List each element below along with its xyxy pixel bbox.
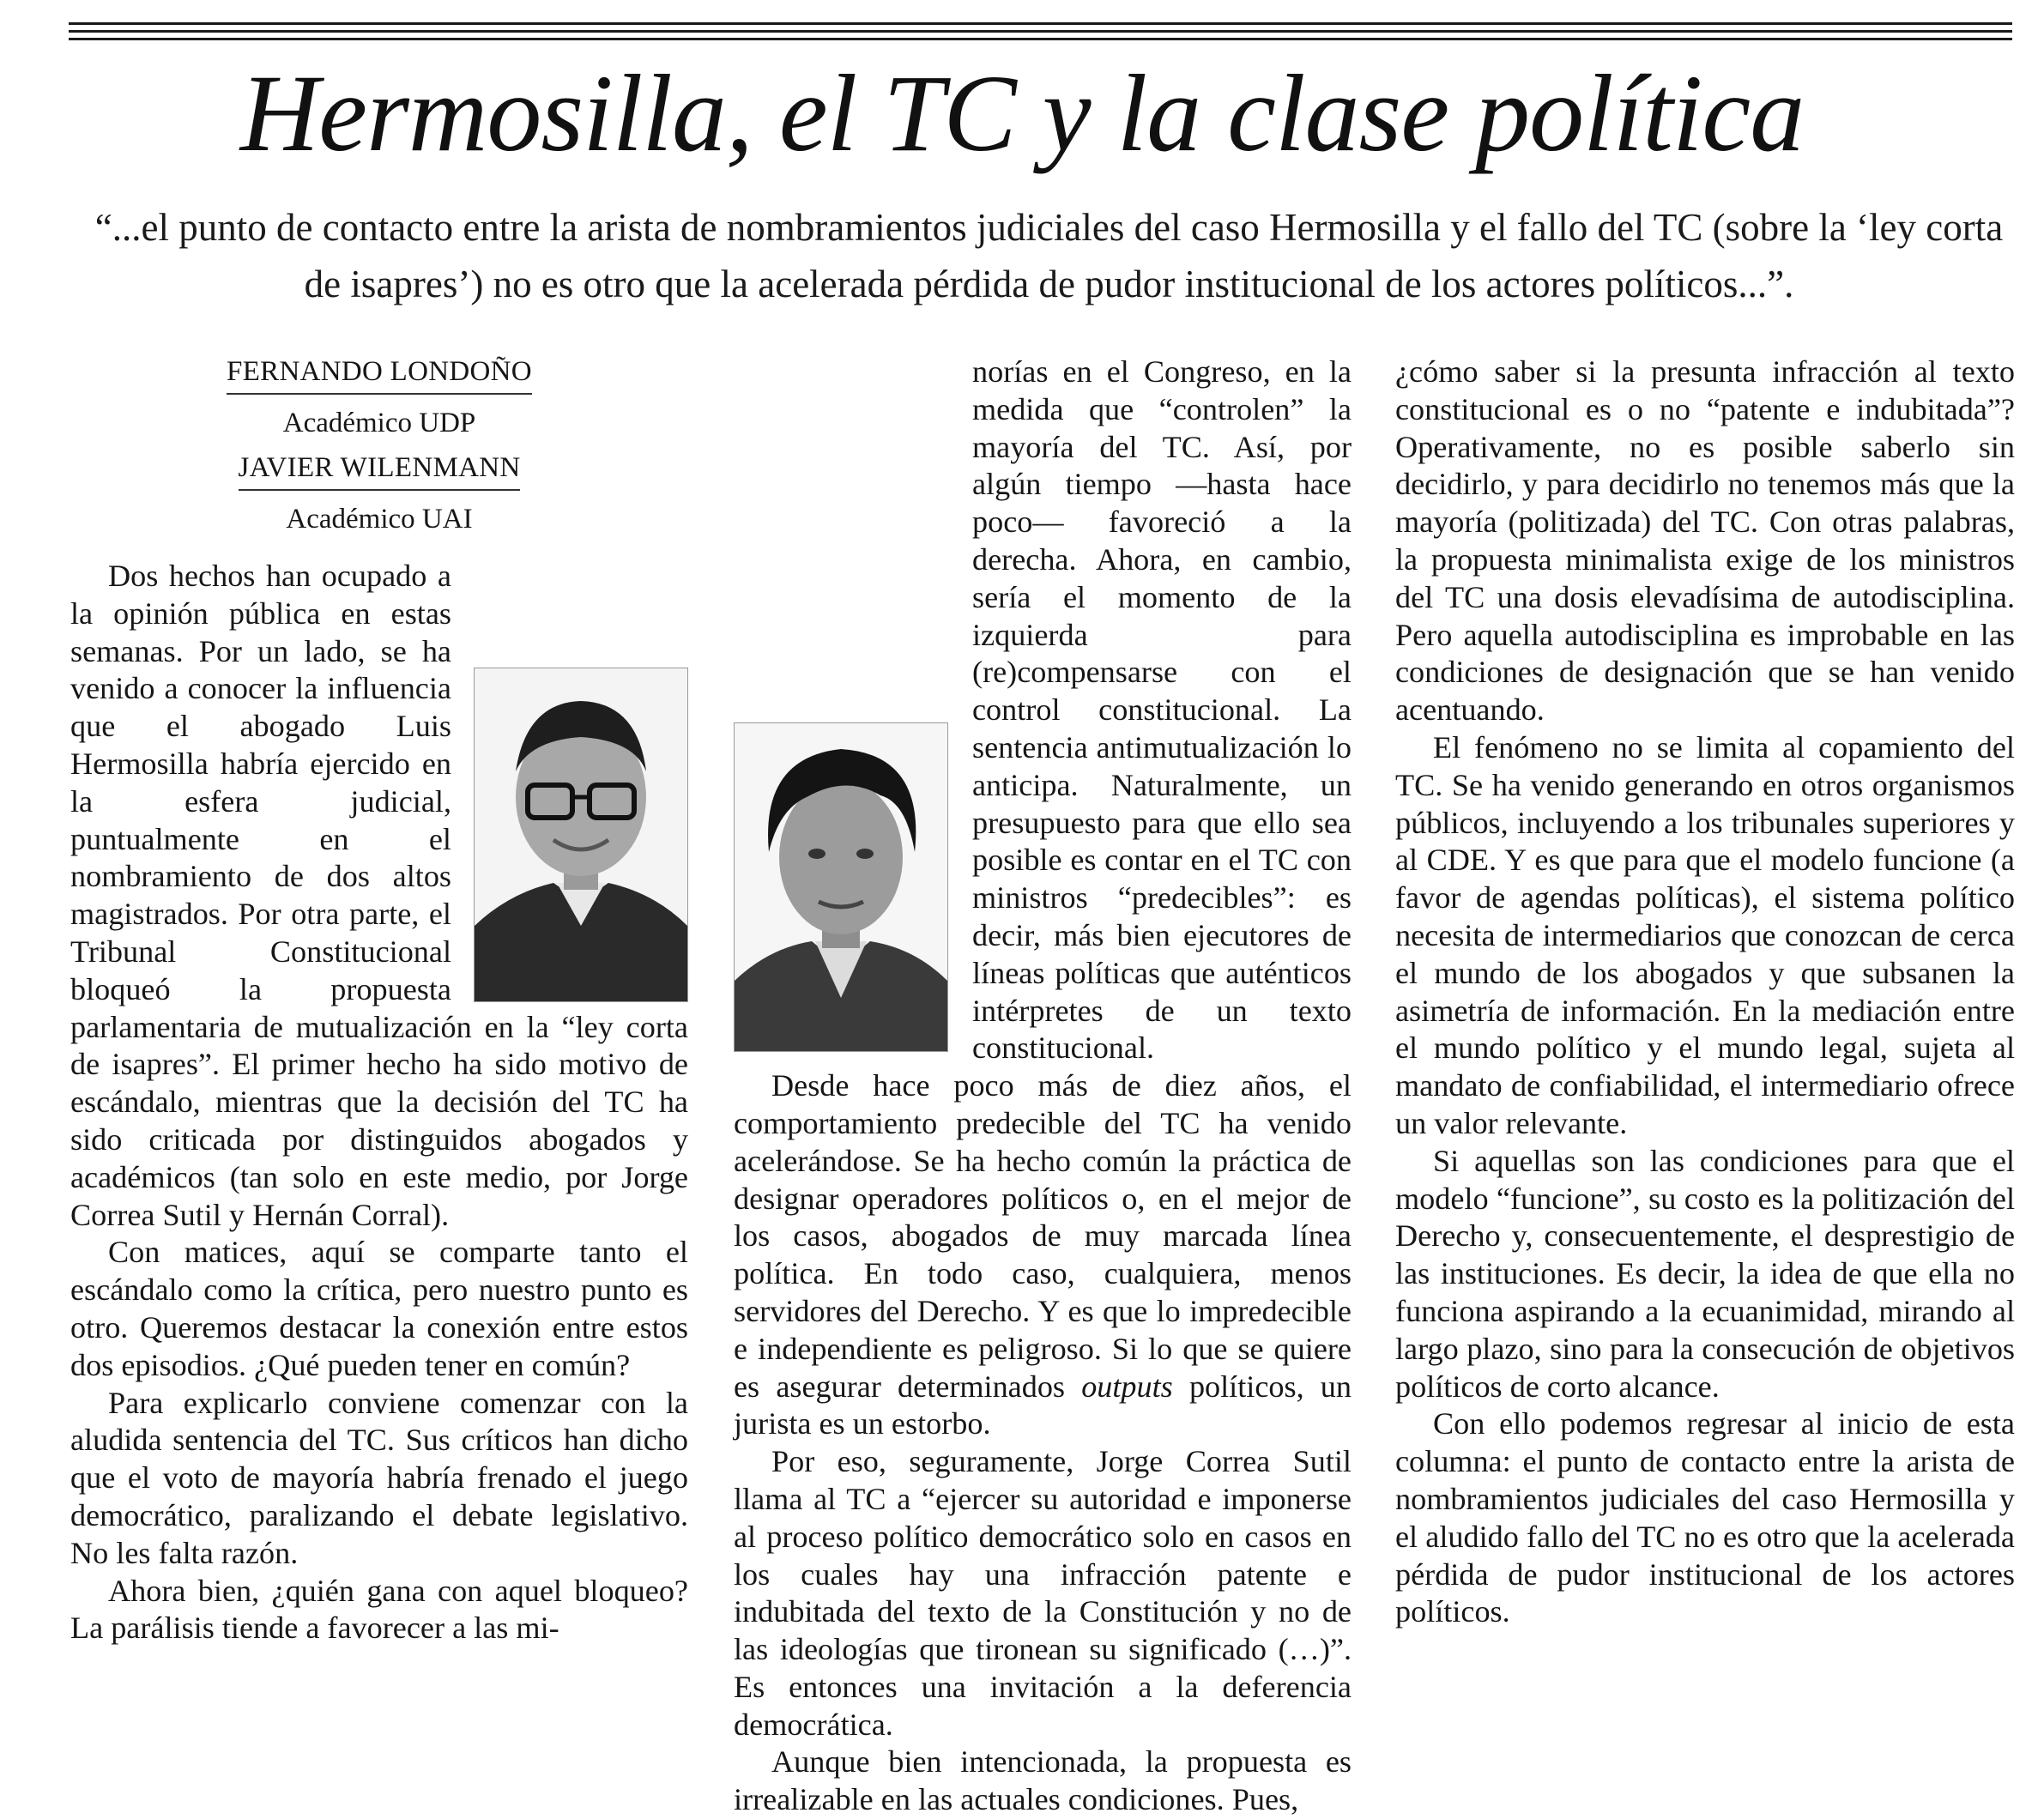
author-role: Académico UDP xyxy=(282,408,476,438)
article-column-2 xyxy=(734,354,1352,1817)
author-byline-1 xyxy=(70,354,688,395)
deck-quote: “...el punto de contacto entre la arista de nombramientos judiciales del caso Hermosilla y el fallo del TC (sobre la ‘ley corta de isapres’) no es otro que la acelerada pérdida de pudor institucional de los actores políticos...”. xyxy=(94,206,2004,305)
paragraph: Si aquellas son las condiciones para que el modelo “funcione”, su costo es la politización del Derecho y, consecuentemente, el desprestigio de las instituciones. Es decir, la idea de que ella no funciona aspirando a la ecuanimidad, mirando al largo plazo, sino para la consecución de objetivos políticos de corto alcance. xyxy=(1395,1143,2015,1404)
paragraph: Aunque bien intencionada, la propuesta es irrealizable en las actuales condiciones. Pues, xyxy=(734,1744,1352,1817)
author-name: JAVIER WILENMANN xyxy=(239,450,521,491)
paragraph-text: Desde hace poco más de diez años, el comportamiento predecible del TC ha venido acelerándose. Se ha hecho común la práctica de designar operadores políticos o, en el mejor de los casos, abogados de muy marcada línea política. En todo caso, cualquiera, menos servidores del Derecho. Y es que lo impredecible e independiente es peligroso. Si lo que se quiere es asegurar determinados xyxy=(734,1068,1352,1404)
paragraph xyxy=(734,1067,1352,1443)
italic-term: outputs xyxy=(1081,1369,1173,1404)
paragraph: Para explicarlo conviene comenzar con la aludida sentencia del TC. Sus críticos han dicho que el voto de mayoría habría frenado el juego democrático, paralizando el debate legislativo. No les falta razón. xyxy=(70,1385,688,1570)
article-column-3 xyxy=(1395,354,2015,1726)
top-rule xyxy=(69,22,2012,25)
author-name: FERNANDO LONDOÑO xyxy=(227,354,532,395)
portrait-icon xyxy=(475,668,687,1001)
paragraph-text: políticos, un jurista es un estorbo. xyxy=(734,1369,1352,1441)
paragraph: El fenómeno no se limita al copamiento del TC. Se ha venido generando en otros organismos públicos, incluyendo a los tribunales superiores y al CDE. Y es que para que el modelo funcione (a favor de agendas políticas), el sistema político necesita de intermediarios que conozcan de cerca el mundo de los abogados y que subsanen la asimetría de información. En la mediación entre el mundo político y el mundo legal, sujeta al mandato de confiabilidad, el intermediario ofrece un valor relevante. xyxy=(1395,729,2015,1140)
paragraph: norías en el Congreso, en la medida que “controlen” la mayoría del TC. Así, por algún tiempo —hasta hace poco— favoreció a la derecha. Ahora, en cambio, sería el momento de la izquierda para (re)compensarse con el control constitucional. La sentencia antimutualización lo anticipa. Naturalmente, un presupuesto para que ello sea posible es contar en el TC con ministros “predecibles”: es decir, más bien ejecutores de líneas políticas que auténticos intérpretes de un texto constitucional. xyxy=(972,354,1352,1066)
paragraph: Dos hechos han ocupado a la opinión pública en estas semanas. Por un lado, se ha venido a conocer la influencia que el abogado Luis Hermosilla habría ejercido en la esfera judicial, puntualmente en el nombramiento de dos altos magistrados. Por otra parte, el Tribunal Constitucional bloqueó la propuesta parlamentaria de mutualización en la “ley corta de isapres”. El primer hecho ha sido motivo de escándalo, mientras que la decisión del TC ha sido criticada por distinguidos abogados y académicos (tan solo en este medio, por Jorge Correa Sutil y Hernán Corral). xyxy=(70,559,688,1232)
top-rule xyxy=(69,38,2012,40)
author-photo-londono xyxy=(474,668,688,1002)
headline: Hermosilla, el TC y la clase política xyxy=(239,52,1805,174)
paragraph: Ahora bien, ¿quién gana con aquel bloqueo? La parálisis tiende a favorecer a las mi- xyxy=(70,1573,688,1646)
paragraph: Con ello podemos regresar al inicio de esta columna: el punto de contacto entre la arista de nombramientos judiciales del caso Hermosilla y el aludido fallo del TC no es otro que la acelerada pérdida de pudor institucional de los actores políticos. xyxy=(1395,1406,2015,1629)
author-byline-2 xyxy=(70,450,688,491)
paragraph: Con matices, aquí se comparte tanto el escándalo como la crítica, pero nuestro punto es otro. Queremos destacar la conexión entre estos dos episodios. ¿Qué pueden tener en común? xyxy=(70,1235,688,1382)
paragraph: ¿cómo saber si la presunta infracción al texto constitucional es o no “patente e indubitada”? Operativamente, no es posible saberlo sin decidirlo, y para decidirlo no tenemos más que la mayoría (politizada) del TC. Con otras palabras, la propuesta minimalista exige de los ministros del TC una dosis elevadísima de autodisciplina. Pero aquella autodisciplina es improbable en las condiciones de designación que se han venido acentuando. xyxy=(1395,354,2015,728)
top-rule xyxy=(69,30,2012,33)
author-role: Académico UAI xyxy=(286,504,473,535)
author-photo-wilenmann xyxy=(734,722,948,1052)
portrait-icon xyxy=(735,723,947,1051)
article-column-1 xyxy=(70,354,688,1726)
paragraph: Por eso, seguramente, Jorge Correa Sutil llama al TC a “ejercer su autoridad e imponerse al proceso político democrático solo en casos en los cuales hay una infracción patente e indubitada del texto de la Constitución y no de las ideologías que tironean su significado (…)”. Es entonces una invitación a la deferencia democrática. xyxy=(734,1444,1352,1742)
